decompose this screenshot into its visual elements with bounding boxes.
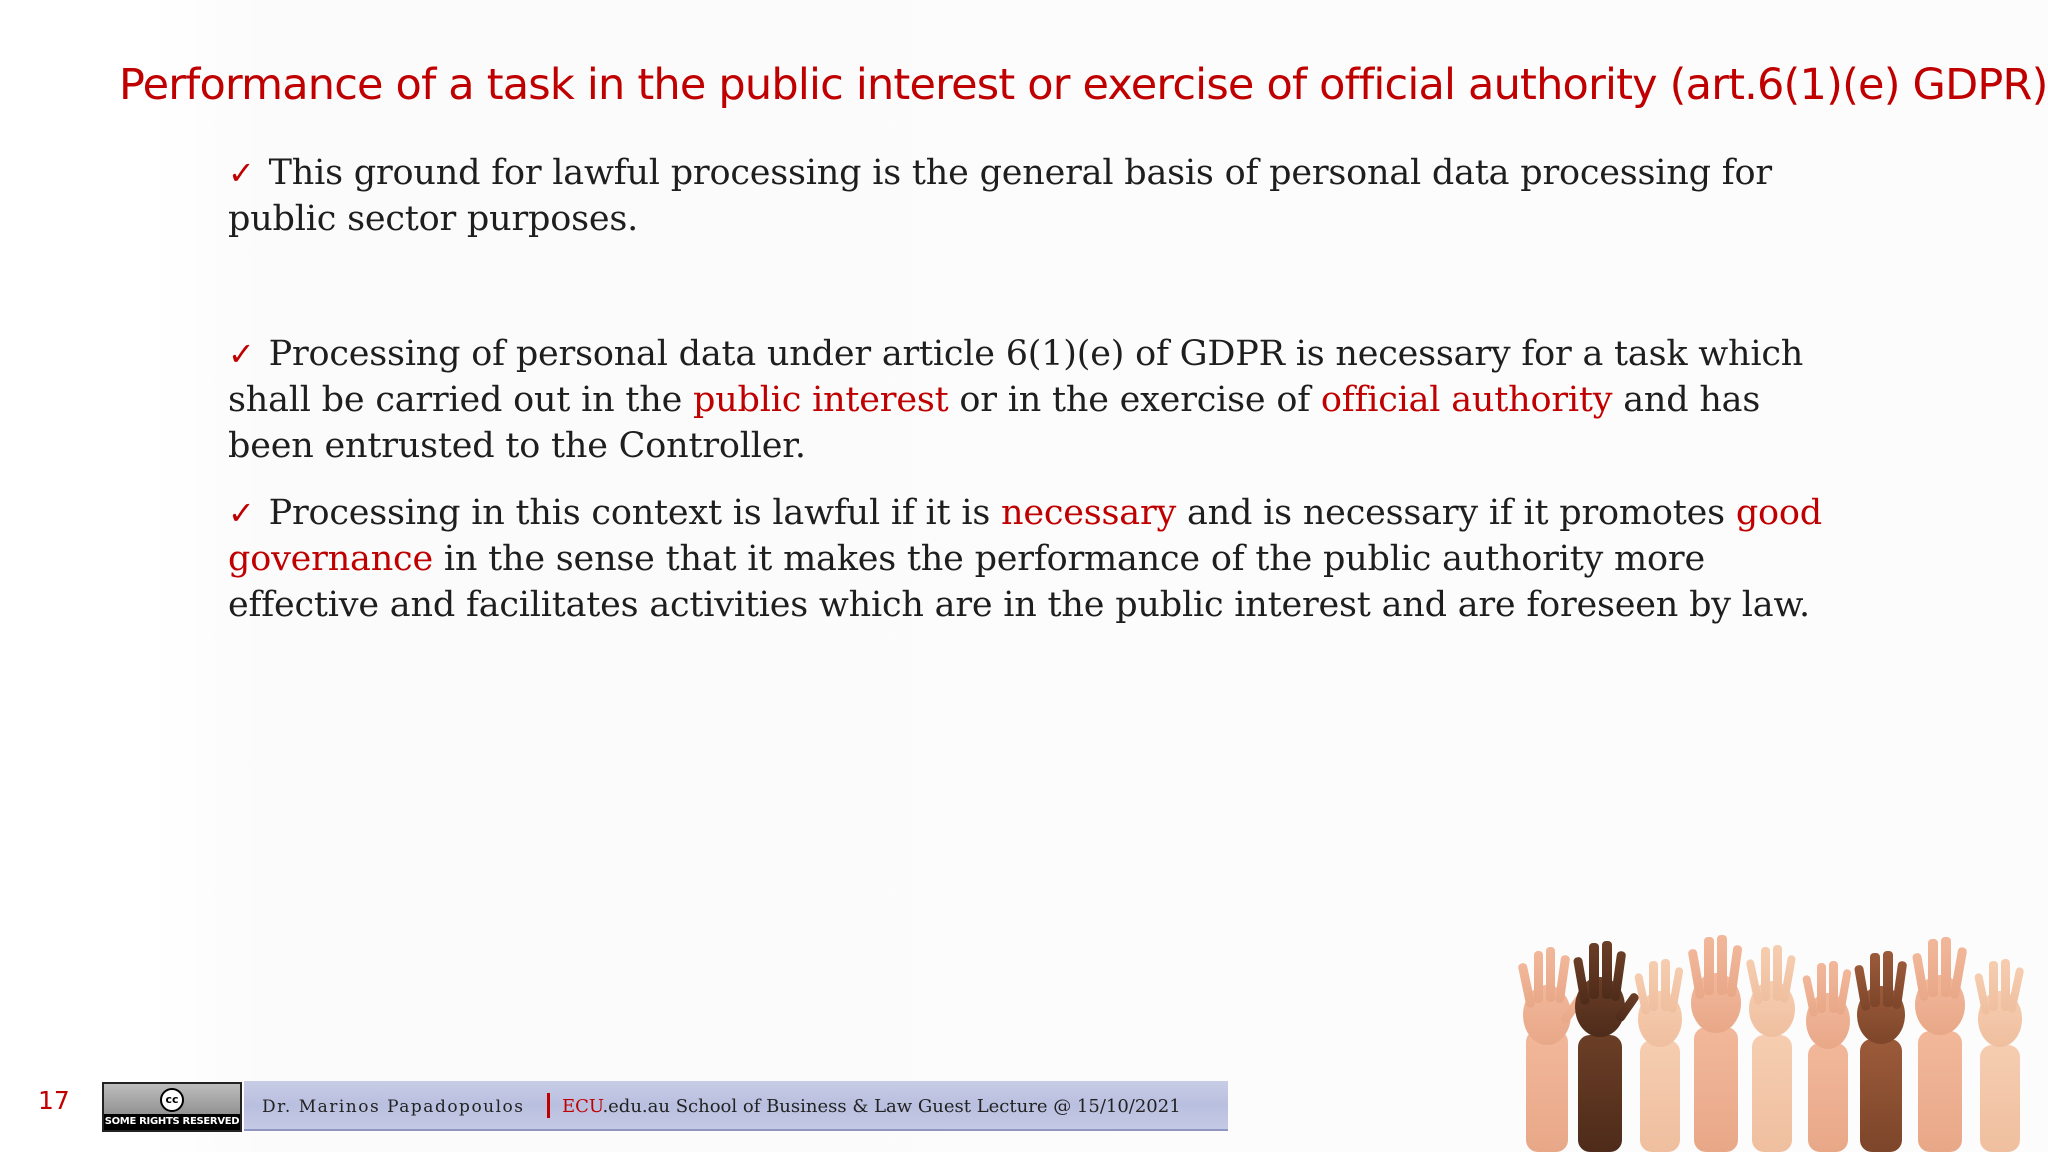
highlight-good-governance: good governance: [228, 493, 1822, 579]
footer-bar: [244, 1081, 1228, 1131]
hand-8: [1912, 937, 1968, 1152]
bullet-2-text: Processing of personal data under article 6(1)(e) of GDPR is necessary for a task which shall be carried out in the: [228, 334, 1804, 420]
highlight-official-authority: official authority: [1320, 380, 1613, 420]
checkmark-icon: ✓: [228, 154, 255, 192]
bullet-1-text: This ground for lawful processing is the general basis of personal data processing for public sector purposes.: [228, 153, 1772, 239]
bullet-3: [228, 490, 1848, 628]
hand-2: [1573, 941, 1640, 1152]
footer-event-prefix: ECU: [562, 1096, 603, 1117]
checkmark-icon: ✓: [228, 335, 255, 373]
hand-7: [1854, 951, 1907, 1152]
cc-rights-text: SOME RIGHTS RESERVED: [104, 1114, 240, 1130]
cc-icon: cc: [160, 1088, 184, 1112]
creative-commons-badge: [102, 1082, 242, 1132]
footer-author: Dr. Marinos Papadopoulos: [262, 1097, 525, 1117]
bullet-2: [228, 331, 1848, 469]
raised-hands-illustration: [1490, 935, 2048, 1152]
hand-5: [1746, 945, 1797, 1152]
bullet-3-text: and is necessary if it promotes: [1176, 493, 1736, 533]
footer-event-rest: .edu.au School of Business & Law Guest Lecture @ 15/10/2021: [602, 1096, 1181, 1117]
hand-6: [1802, 961, 1852, 1152]
page-number: 17: [38, 1086, 70, 1115]
slide-title: Performance of a task in the public interest or exercise of official authority (art.6(1)(e) GDPR): [119, 60, 2048, 110]
hand-4: [1688, 935, 1743, 1152]
checkmark-icon: ✓: [228, 494, 255, 532]
bullet-2-text: or in the exercise of: [948, 380, 1321, 420]
bullet-3-text: Processing in this context is lawful if it is: [268, 493, 1002, 533]
footer-separator: [547, 1093, 550, 1118]
highlight-public-interest: public interest: [693, 380, 949, 420]
bullet-1: [228, 150, 1848, 242]
hand-9: [1974, 959, 2025, 1152]
bullet-2-text: and has been entrusted to the Controller.: [228, 380, 1761, 466]
hand-1: [1518, 947, 1586, 1152]
hand-3: [1634, 959, 1684, 1152]
bullet-3-text: in the sense that it makes the performance of the public authority more effective and facilitates activities which are in the public interest and are foreseen by law.: [228, 539, 1810, 625]
footer-event: [562, 1096, 1181, 1117]
highlight-necessary: necessary: [1001, 493, 1177, 533]
